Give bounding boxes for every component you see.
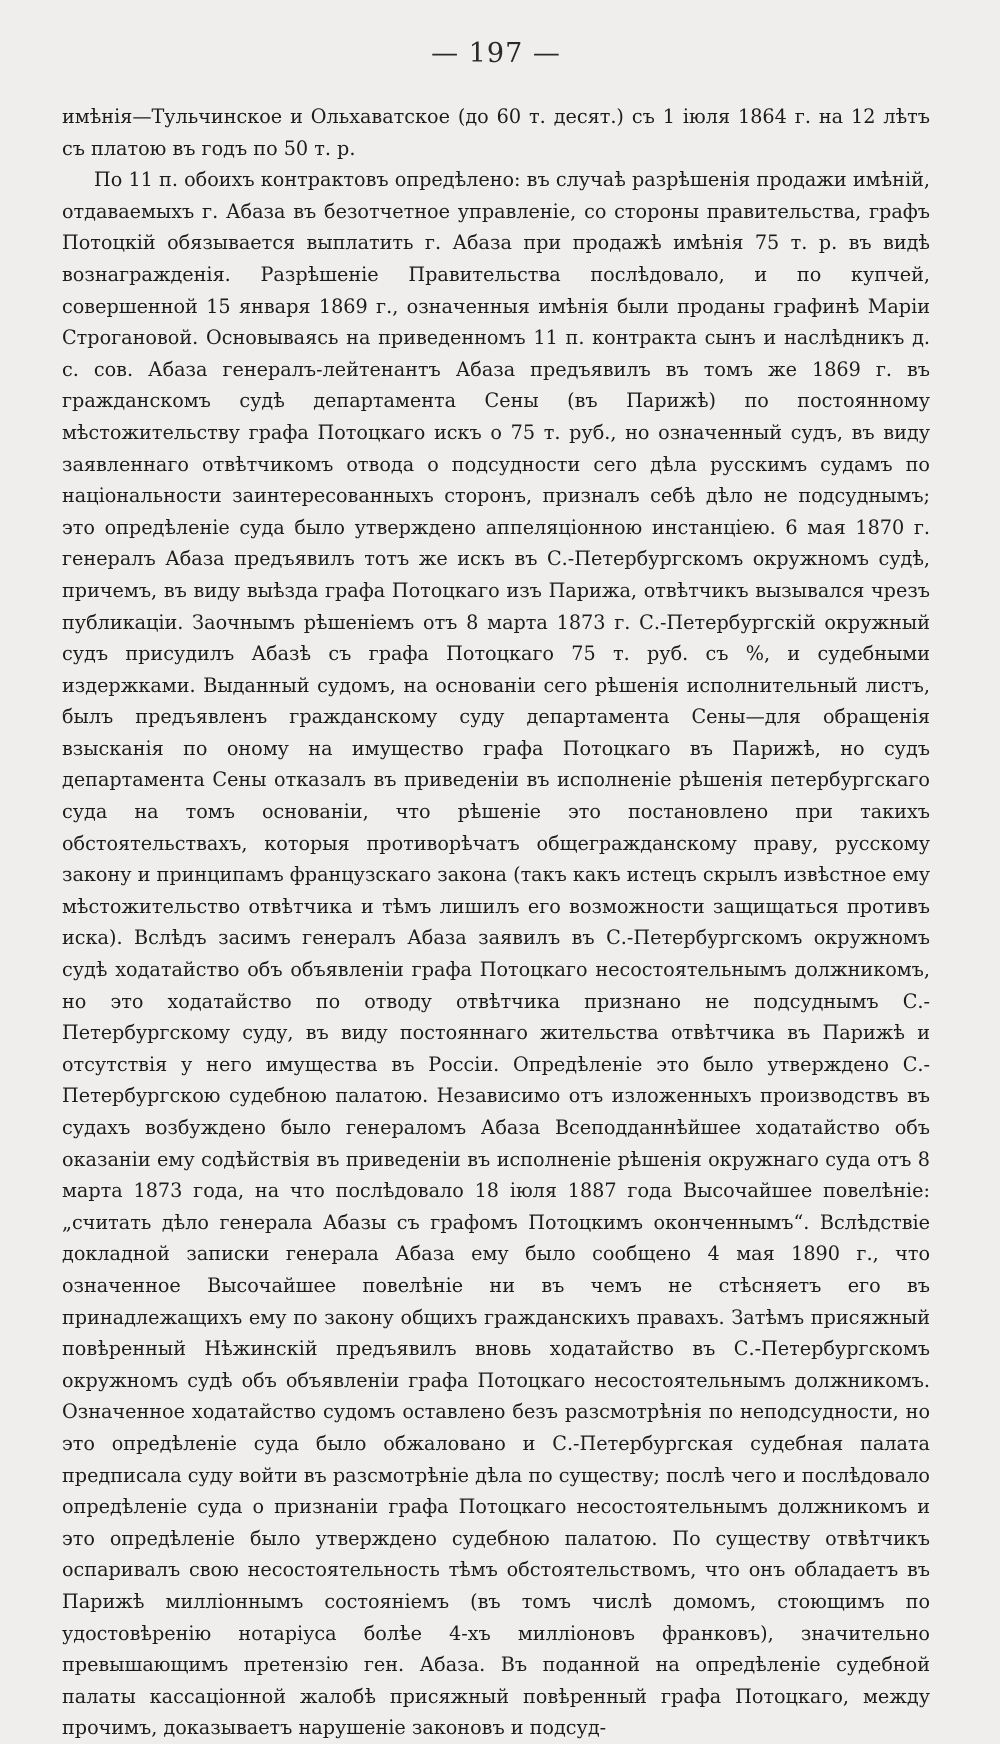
- paragraph-continuation: имѣнія—Тульчинское и Ольхаватское (до 60 т. десят.) съ 1 іюля 1864 г. на 12 лѣтъ съ платою въ годъ по 50 т. р.: [62, 105, 930, 160]
- paragraph-contracts: По 11 п. обоихъ контрактовъ опредѣлено: въ случаѣ разрѣшенія продажи имѣній, отдаваемыхъ г. Абаза въ безотчетное управленіе, со стороны правительства, графъ Потоцкій обязывается выплатить г. Абаза при продажѣ имѣнія 75 т. р. въ видѣ вознагражденія. Разрѣшеніе Правительства послѣдовало, и по купчей, совершенной 15 января 1869 г., означенныя имѣнія были проданы графинѣ Маріи Строгановой. Основываясь на приведенномъ 11 п. контракта сынъ и наслѣдникъ д. с. сов. Абаза генералъ-лейтенантъ Абаза предъявилъ въ томъ же 1869 г. въ гражданскомъ судѣ департамента Сены (въ Парижѣ) по постоянному мѣстожительству графа Потоцкаго искъ о 75 т. руб., но означенный судъ, въ виду заявленнаго отвѣтчикомъ отвода о подсудности сего дѣла русскимъ судамъ по національности заинтересованныхъ сторонъ, призналъ себѣ дѣло не подсуднымъ; это опредѣленіе суда было утверждено аппеляціонною инстанціею. 6 мая 1870 г. генералъ Абаза предъявилъ тотъ же искъ въ С.-Петербургскомъ окружномъ судѣ, причемъ, въ виду выѣзда графа Потоцкаго изъ Парижа, отвѣтчикъ вызывался чрезъ публикаціи. Заочнымъ рѣшеніемъ отъ 8 марта 1873 г. С.-Петербургскій окружный судъ присудилъ Абазѣ съ графа Потоцкаго 75 т. руб. съ %, и судебными издержками. Выданный судомъ, на основаніи сего рѣшенія исполнительный листъ, былъ предъявленъ гражданскому суду департамента Сены—для обращенія взысканія по оному на имущество графа Потоцкаго въ Парижѣ, но судъ департамента Сены отказалъ въ приведеніи въ исполненіе рѣшенія петербургскаго суда на томъ основаніи, что рѣшеніе это постановлено при такихъ обстоятельствахъ, которыя противорѣчатъ общегражданскому праву, русскому закону и принципамъ французскаго закона (такъ какъ истецъ скрылъ извѣстное ему мѣстожительство отвѣтчика и тѣмъ лишилъ его возможности защищаться противъ иска). Вслѣдъ засимъ генералъ Абаза заявилъ въ С.-Петербургскомъ окружномъ судѣ ходатайство объ объявленіи графа Потоцкаго несостоятельнымъ должникомъ, но это ходатайство по отводу отвѣтчика признано не подсуднымъ С.-Петербургскому суду, въ виду постояннаго жительства отвѣтчика въ Парижѣ и отсутствія у него имущества въ Россіи. Опредѣленіе это было утверждено С.-Петербургскою судебною палатою. Независимо отъ изложенныхъ производствъ въ судахъ возбуждено было генераломъ Абаза Всеподданнѣйшее ходатайство объ оказаніи ему содѣйствія въ приведеніи въ исполненіе рѣшенія окружнаго суда отъ 8 марта 1873 года, на что послѣдовало 18 іюля 1887 года Высочайшее повелѣніе: „считать дѣло генерала Абазы съ графомъ Потоцкимъ оконченнымъ“. Вслѣдствіе докладной записки генерала Абаза ему было сообщено 4 мая 1890 г., что означенное Высочайшее повелѣніе ни въ чемъ не стѣсняетъ его въ принадлежащихъ ему по закону общихъ гражданскихъ правахъ. Затѣмъ присяжный повѣренный Нѣжинскій предъявилъ вновь ходатайство въ С.-Петербургскомъ окружномъ судѣ объ объявленіи графа Потоцкаго несостоятельнымъ должникомъ. Означенное ходатайство судомъ оставлено безъ разсмотрѣнія по неподсудности, но это опредѣленіе суда было обжаловано и С.-Петербургская судебная палата предписала суду войти въ разсмотрѣніе дѣла по существу; послѣ чего и послѣдовало опредѣленіе суда о признаніи графа Потоцкаго несостоятельнымъ должникомъ и это опредѣленіе было утверждено судебною палатою. По существу отвѣтчикъ оспаривалъ свою несостоятельность тѣмъ обстоятельствомъ, что онъ обладаетъ въ Парижѣ милліоннымъ состояніемъ (въ томъ числѣ домомъ, стоющимъ по удостовѣренію нотаріуса болѣе 4-хъ милліоновъ франковъ), значительно превышающимъ претензію ген. Абаза. Въ поданной на опредѣленіе судебной палаты кассаціонной жалобѣ присяжный повѣренный графа Потоцкаго, между прочимъ, доказываетъ нарушеніе законовъ и подсуд-: [62, 168, 930, 1740]
- page-number: — 197 —: [431, 38, 561, 69]
